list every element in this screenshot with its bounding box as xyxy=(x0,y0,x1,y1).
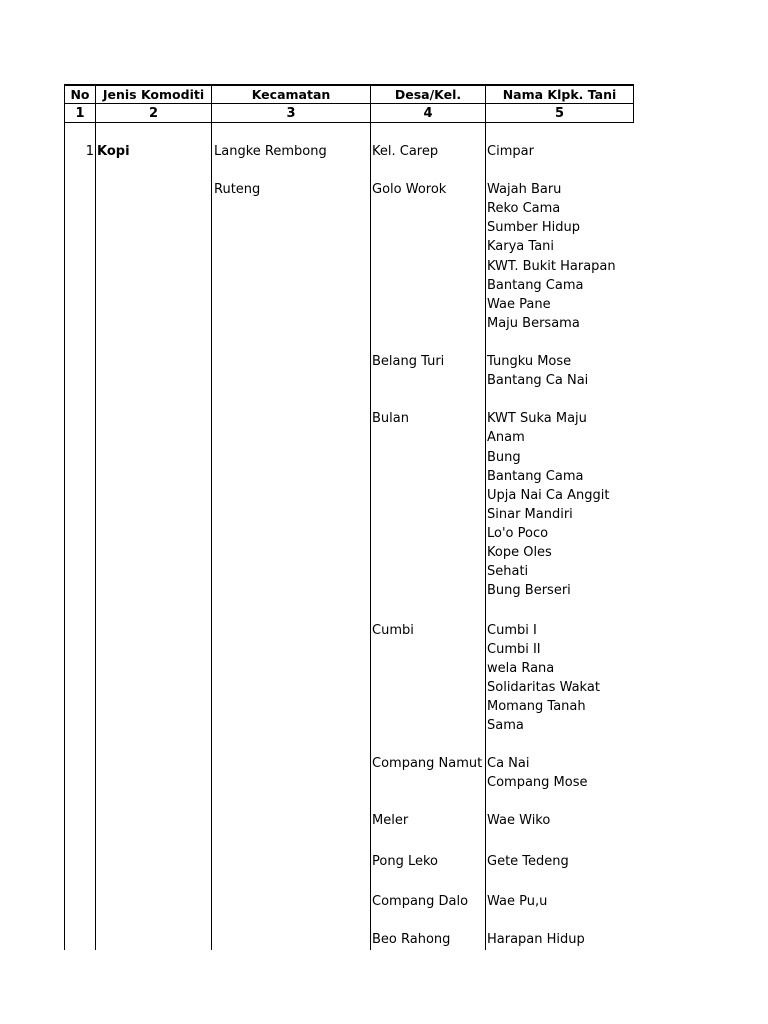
kelompok-item: Sama xyxy=(487,718,524,733)
kelompok-item: Wae Pane xyxy=(487,297,551,312)
kelompok-item: Reko Cama xyxy=(487,201,561,216)
desa-item: Belang Turi xyxy=(372,354,445,369)
col-border-2 xyxy=(211,84,212,950)
kelompok-item: Bung Berseri xyxy=(487,583,571,598)
col-border-3 xyxy=(370,84,371,950)
desa-item: Meler xyxy=(372,813,409,828)
header-jenis-komoditi: Jenis Komoditi xyxy=(102,87,205,102)
kelompok-item: Harapan Hidup xyxy=(487,932,585,947)
kelompok-item: Bantang Cama xyxy=(487,278,584,293)
kelompok-item: Karya Tani xyxy=(487,239,555,254)
col-border-right xyxy=(633,84,634,123)
kelompok-item: Sinar Mandiri xyxy=(487,507,573,522)
desa-item: Pong Leko xyxy=(372,854,438,869)
kelompok-item: Cimpar xyxy=(487,144,534,159)
kelompok-item: Wae Pu,u xyxy=(487,894,548,909)
kelompok-item: Tungku Mose xyxy=(487,354,572,369)
kelompok-item: Gete Tedeng xyxy=(487,854,569,869)
header-nama-kelompok-tani: Nama Klpk. Tani xyxy=(502,87,617,102)
desa-item: Compang Namut xyxy=(372,756,483,771)
col-border-4 xyxy=(485,84,486,950)
kelompok-item: Upja Nai Ca Anggit xyxy=(487,488,610,503)
kelompok-item: Bung xyxy=(487,450,521,465)
kelompok-item: Maju Bersama xyxy=(487,316,580,331)
col-number-4: 4 xyxy=(423,106,433,121)
kelompok-item: Cumbi II xyxy=(487,642,541,657)
row-number: 1 xyxy=(85,144,94,159)
kecamatan-item: Langke Rembong xyxy=(214,144,327,159)
kelompok-item: Solidaritas Wakat xyxy=(487,680,600,695)
kelompok-item: Wae Wiko xyxy=(487,813,551,828)
col-number-1: 1 xyxy=(75,106,85,121)
col-border-left xyxy=(64,84,65,950)
col-border-1 xyxy=(95,84,96,950)
kelompok-item: Wajah Baru xyxy=(487,182,562,197)
kelompok-item: Sehati xyxy=(487,564,529,579)
kelompok-item: KWT Suka Maju xyxy=(487,411,587,426)
kelompok-item: Sumber Hidup xyxy=(487,220,581,235)
col-number-3: 3 xyxy=(286,106,296,121)
kelompok-item: Bantang Ca Nai xyxy=(487,373,589,388)
kelompok-item: Cumbi I xyxy=(487,623,537,638)
kelompok-item: KWT. Bukit Harapan xyxy=(487,259,616,274)
kelompok-item: Lo'o Poco xyxy=(487,526,549,541)
kelompok-item: Momang Tanah xyxy=(487,699,586,714)
col-number-2: 2 xyxy=(148,106,159,121)
col-number-5: 5 xyxy=(554,106,565,121)
kelompok-item: Bantang Cama xyxy=(487,469,584,484)
desa-item: Kel. Carep xyxy=(372,144,439,159)
desa-item: Bulan xyxy=(372,411,409,426)
header-desa-kel: Desa/Kel. xyxy=(394,87,462,102)
komoditi-name: Kopi xyxy=(97,144,130,159)
kelompok-item: Compang Mose xyxy=(487,775,588,790)
desa-item: Compang Dalo xyxy=(372,894,469,909)
desa-item: Cumbi xyxy=(372,623,414,638)
kelompok-item: wela Rana xyxy=(487,661,555,676)
kelompok-item: Kope Oles xyxy=(487,545,552,560)
kelompok-item: Anam xyxy=(487,430,525,445)
kelompok-item: Ca Nai xyxy=(487,756,530,771)
header-no: No xyxy=(70,87,90,102)
kecamatan-item: Ruteng xyxy=(214,182,261,197)
header-kecamatan: Kecamatan xyxy=(251,87,331,102)
desa-item: Beo Rahong xyxy=(372,932,451,947)
desa-item: Golo Worok xyxy=(372,182,447,197)
